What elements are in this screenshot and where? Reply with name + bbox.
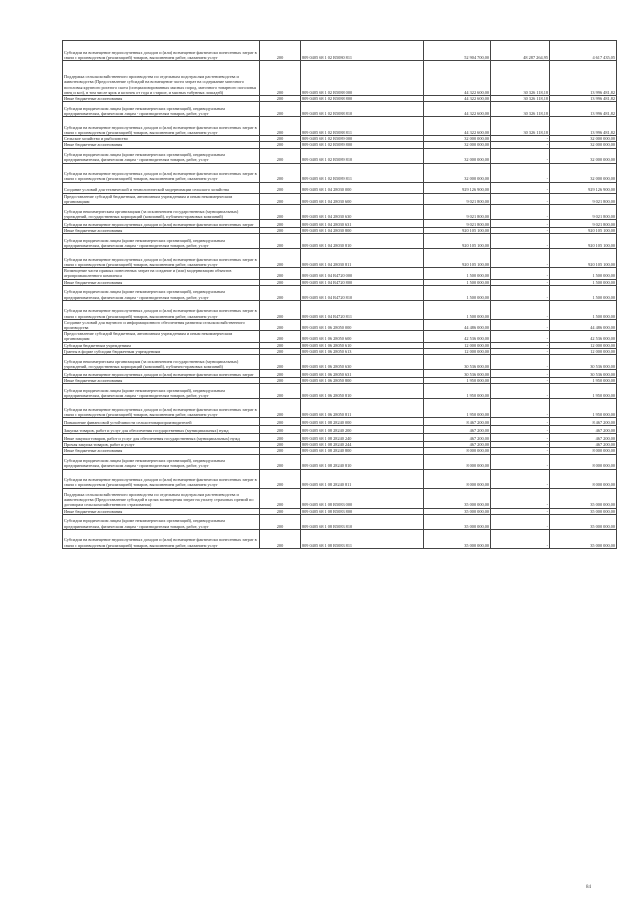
executed-cell: - bbox=[491, 163, 550, 182]
unexecuted-cell: 32 000 000,00 bbox=[550, 148, 617, 163]
approved-cell: 30 536 000,00 bbox=[424, 355, 491, 370]
budget-report-page bbox=[62, 40, 615, 549]
approved-cell: 35 000 000,00 bbox=[424, 488, 491, 508]
classification-cell: 809 0405 68 1 06 28050 811 bbox=[301, 399, 424, 418]
name-cell: Субсидии юридическим лицам (кроме некоммерческих организаций), индивидуальным предпринимателям, физическим лицам - производителям товаров, работ, услуг bbox=[63, 102, 260, 117]
code-cell: 200 bbox=[260, 249, 301, 268]
executed-cell: - bbox=[491, 220, 550, 228]
name-cell: Иные бюджетные ассигнования bbox=[63, 279, 260, 285]
name-cell: Субсидии юридическим лицам (кроме некоммерческих организаций), индивидуальным предпринимателям, физическим лицам - производителям товаров, работ, услуг bbox=[63, 514, 260, 529]
table-row bbox=[63, 418, 617, 426]
unexecuted-cell: 8 467 200,00 bbox=[550, 418, 617, 426]
code-cell: 200 bbox=[260, 148, 301, 163]
code-cell: 200 bbox=[260, 434, 301, 442]
unexecuted-cell: 920 105 100,00 bbox=[550, 249, 617, 268]
approved-cell: 32 000 000,00 bbox=[424, 148, 491, 163]
unexecuted-cell: 467 200,00 bbox=[550, 442, 617, 448]
approved-cell: 1 500 000,00 bbox=[424, 268, 491, 279]
name-cell: Гранты в форме субсидии бюджетным учреждениям bbox=[63, 348, 260, 354]
classification-cell: 809 0405 68 1 02 R5080 811 bbox=[301, 41, 424, 61]
classification-cell: 809 0405 68 1 04 28030 810 bbox=[301, 234, 424, 249]
unexecuted-cell: 30 536 000,00 bbox=[550, 370, 617, 378]
classification-cell: 809 0405 68 1 06 28050 800 bbox=[301, 378, 424, 384]
executed-cell: - bbox=[491, 136, 550, 142]
name-cell: Субсидии на возмещение недополученных доходов и (или) возмещение фактически понесенных затрат bbox=[63, 220, 260, 228]
table-row bbox=[63, 469, 617, 488]
approved-cell: 467 200,00 bbox=[424, 434, 491, 442]
approved-cell: 8 467 200,00 bbox=[424, 418, 491, 426]
table-row bbox=[63, 370, 617, 378]
classification-cell: 809 0405 68 1 08 R5083 000 bbox=[301, 488, 424, 508]
unexecuted-cell: 12 000 000,00 bbox=[550, 348, 617, 354]
unexecuted-cell: 35 000 000,00 bbox=[550, 529, 617, 548]
unexecuted-cell: 1 950 000,00 bbox=[550, 399, 617, 418]
classification-cell: 809 0405 68 1 06 28050 810 bbox=[301, 384, 424, 399]
classification-cell: 809 0405 68 1 06 28050 600 bbox=[301, 331, 424, 342]
name-cell: Субсидии некоммерческим организациям (за исключением государственных (муниципальных) учреждений, государственных корпораций (компаний), публично-правовых компаний) bbox=[63, 205, 260, 220]
classification-cell: 809 0405 68 1 04 R4720 810 bbox=[301, 285, 424, 300]
classification-cell: 809 0405 68 1 08 28240 240 bbox=[301, 434, 424, 442]
code-cell: 200 bbox=[260, 454, 301, 469]
approved-cell: 1 950 000,00 bbox=[424, 378, 491, 384]
executed-cell: - bbox=[491, 348, 550, 354]
code-cell: 200 bbox=[260, 193, 301, 204]
unexecuted-cell: 929 126 900,00 bbox=[550, 182, 617, 193]
code-cell: 200 bbox=[260, 384, 301, 399]
code-cell: 200 bbox=[260, 228, 301, 234]
table-row bbox=[63, 220, 617, 228]
table-row bbox=[63, 454, 617, 469]
approved-cell: 1 950 000,00 bbox=[424, 399, 491, 418]
unexecuted-cell: 13 996 481,82 bbox=[550, 117, 617, 136]
code-cell: 200 bbox=[260, 370, 301, 378]
unexecuted-cell: 13 996 481,82 bbox=[550, 102, 617, 117]
code-cell: 200 bbox=[260, 163, 301, 182]
name-cell: Субсидии юридическим лицам (кроме некоммерческих организаций), индивидуальным предпринимателям, физическим лицам - производителям товаров, работ, услуг bbox=[63, 384, 260, 399]
approved-cell: 1 950 000,00 bbox=[424, 384, 491, 399]
table-row bbox=[63, 514, 617, 529]
table-row bbox=[63, 331, 617, 342]
name-cell: Субсидии бюджетным учреждениям bbox=[63, 342, 260, 348]
table-body bbox=[63, 41, 617, 549]
approved-cell: 9 021 800,00 bbox=[424, 193, 491, 204]
approved-cell: 9 021 800,00 bbox=[424, 205, 491, 220]
classification-cell: 809 0405 68 1 08 R5083 811 bbox=[301, 529, 424, 548]
approved-cell: 30 536 000,00 bbox=[424, 370, 491, 378]
executed-cell: - bbox=[491, 279, 550, 285]
approved-cell: 467 200,00 bbox=[424, 426, 491, 434]
executed-cell: - bbox=[491, 355, 550, 370]
name-cell: Повышение финансовой устойчивости сельхозтоваропроизводителей bbox=[63, 418, 260, 426]
table-row bbox=[63, 61, 617, 96]
code-cell: 200 bbox=[260, 220, 301, 228]
unexecuted-cell: 35 000 000,00 bbox=[550, 514, 617, 529]
unexecuted-cell: 8 000 000,00 bbox=[550, 469, 617, 488]
table-row bbox=[63, 102, 617, 117]
approved-cell: 920 105 100,00 bbox=[424, 249, 491, 268]
unexecuted-cell: 35 000 000,00 bbox=[550, 508, 617, 514]
name-cell: Создание условий для научного и информационного обеспечения развития сельскохозяйственного производства bbox=[63, 319, 260, 330]
approved-cell: 920 105 100,00 bbox=[424, 228, 491, 234]
classification-cell: 809 0405 68 1 08 R5083 800 bbox=[301, 508, 424, 514]
table-row bbox=[63, 300, 617, 319]
executed-cell: - bbox=[491, 342, 550, 348]
unexecuted-cell: 32 000 000,00 bbox=[550, 142, 617, 148]
table-row bbox=[63, 205, 617, 220]
code-cell: 200 bbox=[260, 61, 301, 96]
unexecuted-cell: 1 950 000,00 bbox=[550, 378, 617, 384]
classification-cell: 809 0405 68 1 08 28240 811 bbox=[301, 469, 424, 488]
executed-cell: - bbox=[491, 205, 550, 220]
approved-cell: 32 000 000,00 bbox=[424, 163, 491, 182]
approved-cell: 8 000 000,00 bbox=[424, 454, 491, 469]
name-cell: Субсидии юридическим лицам (кроме некоммерческих организаций), индивидуальным предпринимателям, физическим лицам - производителям товаров, работ, услуг bbox=[63, 234, 260, 249]
classification-cell: 809 0405 68 1 06 28050 631 bbox=[301, 370, 424, 378]
table-row bbox=[63, 319, 617, 330]
unexecuted-cell: 467 200,00 bbox=[550, 426, 617, 434]
approved-cell: 467 200,00 bbox=[424, 442, 491, 448]
code-cell: 200 bbox=[260, 529, 301, 548]
unexecuted-cell: 12 000 000,00 bbox=[550, 342, 617, 348]
executed-cell: 30 326 118,18 bbox=[491, 117, 550, 136]
code-cell: 200 bbox=[260, 342, 301, 348]
table-row bbox=[63, 285, 617, 300]
approved-cell: 1 500 000,00 bbox=[424, 279, 491, 285]
table-row bbox=[63, 148, 617, 163]
classification-cell: 809 0405 68 1 04 R4720 811 bbox=[301, 300, 424, 319]
code-cell: 200 bbox=[260, 348, 301, 354]
classification-cell: 809 0405 68 1 06 28050 000 bbox=[301, 319, 424, 330]
executed-cell: - bbox=[491, 488, 550, 508]
executed-cell: - bbox=[491, 454, 550, 469]
executed-cell: 30 326 118,18 bbox=[491, 102, 550, 117]
classification-cell: 809 0405 68 1 02 R5089 811 bbox=[301, 163, 424, 182]
executed-cell: - bbox=[491, 469, 550, 488]
classification-cell: 809 0405 68 1 08 28240 244 bbox=[301, 442, 424, 448]
code-cell: 200 bbox=[260, 268, 301, 279]
unexecuted-cell: 44 486 000,00 bbox=[550, 319, 617, 330]
name-cell: Прочая закупка товаров, работ и услуг bbox=[63, 442, 260, 448]
unexecuted-cell: 32 000 000,00 bbox=[550, 163, 617, 182]
name-cell: Субсидии на возмещение недополученных доходов и (или) возмещение фактически понесенных затрат в связи с производством (реализацией) товаров, выполнением работ, оказанием услуг bbox=[63, 399, 260, 418]
executed-cell: - bbox=[491, 228, 550, 234]
classification-cell: 809 0405 68 1 02 R5089 800 bbox=[301, 142, 424, 148]
classification-cell: 809 0405 68 1 02 R5089 810 bbox=[301, 148, 424, 163]
executed-cell: 48 287 264,95 bbox=[491, 41, 550, 61]
classification-cell: 809 0405 68 1 02 R5088 000 bbox=[301, 61, 424, 96]
classification-cell: 809 0405 68 1 04 28030 631 bbox=[301, 220, 424, 228]
code-cell: 200 bbox=[260, 234, 301, 249]
budget-execution-table bbox=[62, 40, 617, 549]
unexecuted-cell: 1 950 000,00 bbox=[550, 384, 617, 399]
code-cell: 200 bbox=[260, 448, 301, 454]
code-cell: 200 bbox=[260, 300, 301, 319]
table-row bbox=[63, 182, 617, 193]
name-cell: Субсидии на возмещение недополученных доходов и (или) возмещение фактически понесенных затрат в связи с производством (реализацией) товаров, выполнением работ, оказанием услуг bbox=[63, 469, 260, 488]
code-cell: 200 bbox=[260, 469, 301, 488]
unexecuted-cell: 9 021 800,00 bbox=[550, 205, 617, 220]
name-cell: Субсидии юридическим лицам (кроме некоммерческих организаций), индивидуальным предпринимателям, физическим лицам - производителям товаров, работ, услуг bbox=[63, 454, 260, 469]
approved-cell: 1 500 000,00 bbox=[424, 285, 491, 300]
executed-cell: - bbox=[491, 514, 550, 529]
table-row bbox=[63, 529, 617, 548]
code-cell: 200 bbox=[260, 102, 301, 117]
classification-cell: 809 0405 68 1 02 R5088 811 bbox=[301, 117, 424, 136]
approved-cell: 42 536 000,00 bbox=[424, 331, 491, 342]
code-cell: 200 bbox=[260, 142, 301, 148]
unexecuted-cell: 9 021 800,00 bbox=[550, 220, 617, 228]
approved-cell: 44 322 600,00 bbox=[424, 117, 491, 136]
executed-cell: 30 326 118,18 bbox=[491, 61, 550, 96]
executed-cell: - bbox=[491, 370, 550, 378]
executed-cell: - bbox=[491, 142, 550, 148]
executed-cell: - bbox=[491, 285, 550, 300]
approved-cell: 32 000 000,00 bbox=[424, 142, 491, 148]
unexecuted-cell: 35 000 000,00 bbox=[550, 488, 617, 508]
classification-cell: 809 0405 68 1 08 28240 000 bbox=[301, 418, 424, 426]
approved-cell: 32 000 000,00 bbox=[424, 136, 491, 142]
approved-cell: 35 000 000,00 bbox=[424, 514, 491, 529]
table-row bbox=[63, 268, 617, 279]
approved-cell: 44 322 600,00 bbox=[424, 96, 491, 102]
classification-cell: 809 0405 68 1 02 R5089 000 bbox=[301, 136, 424, 142]
table-row bbox=[63, 117, 617, 136]
unexecuted-cell: 8 000 000,00 bbox=[550, 454, 617, 469]
name-cell: Создание условий для технической и технологической модернизации сельского хозяйства bbox=[63, 182, 260, 193]
executed-cell: - bbox=[491, 508, 550, 514]
unexecuted-cell: 467 200,00 bbox=[550, 434, 617, 442]
code-cell: 200 bbox=[260, 279, 301, 285]
table-row bbox=[63, 249, 617, 268]
executed-cell: - bbox=[491, 148, 550, 163]
approved-cell: 929 126 900,00 bbox=[424, 182, 491, 193]
unexecuted-cell: 30 536 000,00 bbox=[550, 355, 617, 370]
unexecuted-cell: 42 536 000,00 bbox=[550, 331, 617, 342]
approved-cell: 44 486 000,00 bbox=[424, 319, 491, 330]
classification-cell: 809 0405 68 1 04 28030 800 bbox=[301, 228, 424, 234]
approved-cell: 9 021 800,00 bbox=[424, 220, 491, 228]
name-cell: Субсидии на возмещение недополученных доходов и (или) возмещение фактически понесенных затрат в связи с производством (реализацией) товаров, выполнением работ, оказанием услуг bbox=[63, 41, 260, 61]
table-row bbox=[63, 399, 617, 418]
unexecuted-cell: 1 500 000,00 bbox=[550, 300, 617, 319]
name-cell: Сельское хозяйство и рыболовство bbox=[63, 136, 260, 142]
executed-cell: - bbox=[491, 300, 550, 319]
executed-cell: - bbox=[491, 182, 550, 193]
code-cell: 200 bbox=[260, 355, 301, 370]
unexecuted-cell: 8 000 000,00 bbox=[550, 448, 617, 454]
unexecuted-cell: 920 105 100,00 bbox=[550, 228, 617, 234]
code-cell: 200 bbox=[260, 331, 301, 342]
unexecuted-cell: 920 105 100,00 bbox=[550, 234, 617, 249]
unexecuted-cell: 32 000 000,00 bbox=[550, 136, 617, 142]
executed-cell: - bbox=[491, 399, 550, 418]
classification-cell: 809 0405 68 1 08 28240 800 bbox=[301, 448, 424, 454]
executed-cell: 30 326 118,18 bbox=[491, 96, 550, 102]
unexecuted-cell: 4 617 435,05 bbox=[550, 41, 617, 61]
executed-cell: - bbox=[491, 249, 550, 268]
classification-cell: 809 0405 68 1 08 R5083 810 bbox=[301, 514, 424, 529]
approved-cell: 44 322 600,00 bbox=[424, 61, 491, 96]
executed-cell: - bbox=[491, 378, 550, 384]
name-cell: Иные бюджетные ассигнования bbox=[63, 96, 260, 102]
approved-cell: 920 105 100,00 bbox=[424, 234, 491, 249]
classification-cell: 809 0405 68 1 06 28050 610 bbox=[301, 342, 424, 348]
classification-cell: 809 0405 68 1 04 R4720 800 bbox=[301, 279, 424, 285]
code-cell: 200 bbox=[260, 514, 301, 529]
code-cell: 200 bbox=[260, 136, 301, 142]
table-row bbox=[63, 193, 617, 204]
name-cell: Субсидии юридическим лицам (кроме некоммерческих организаций), индивидуальным предпринимателям, физическим лицам - производителям товаров, работ, услуг bbox=[63, 285, 260, 300]
code-cell: 200 bbox=[260, 205, 301, 220]
name-cell: Субсидии некоммерческим организациям (за исключением государственных (муниципальных) учреждений, государственных корпораций (компаний), публично-правовых компаний) bbox=[63, 355, 260, 370]
classification-cell: 809 0405 68 1 02 R5088 800 bbox=[301, 96, 424, 102]
name-cell: Иные бюджетные ассигнования bbox=[63, 378, 260, 384]
approved-cell: 8 000 000,00 bbox=[424, 448, 491, 454]
name-cell: Субсидии на возмещение недополученных доходов и (или) возмещение фактически понесенных затрат в связи с производством (реализацией) товаров, выполнением работ, оказанием услуг bbox=[63, 117, 260, 136]
code-cell: 200 bbox=[260, 96, 301, 102]
name-cell: Закупка товаров, работ и услуг для обеспечения государственных (муниципальных) нужд bbox=[63, 426, 260, 434]
page-number: 84 bbox=[586, 885, 591, 890]
approved-cell: 8 000 000,00 bbox=[424, 469, 491, 488]
code-cell: 200 bbox=[260, 182, 301, 193]
executed-cell: - bbox=[491, 193, 550, 204]
executed-cell: - bbox=[491, 442, 550, 448]
code-cell: 200 bbox=[260, 285, 301, 300]
unexecuted-cell: 1 500 000,00 bbox=[550, 285, 617, 300]
executed-cell: - bbox=[491, 234, 550, 249]
table-row bbox=[63, 234, 617, 249]
name-cell: Предоставление субсидий бюджетным, автономным учреждениям и иным некоммерческим организациям bbox=[63, 331, 260, 342]
classification-cell: 809 0405 68 1 06 28050 613 bbox=[301, 348, 424, 354]
table-row bbox=[63, 488, 617, 508]
code-cell: 200 bbox=[260, 117, 301, 136]
code-cell: 200 bbox=[260, 418, 301, 426]
table-row bbox=[63, 163, 617, 182]
classification-cell: 809 0405 68 1 04 R4720 000 bbox=[301, 268, 424, 279]
approved-cell: 12 000 000,00 bbox=[424, 348, 491, 354]
unexecuted-cell: 13 996 481,82 bbox=[550, 96, 617, 102]
code-cell: 200 bbox=[260, 442, 301, 448]
name-cell: Субсидии на возмещение недополученных доходов и (или) возмещение фактически понесенных затрат bbox=[63, 370, 260, 378]
name-cell: Поддержка сельскохозяйственного производства по отдельным подотраслям растениеводства и животноводства (Предоставление субсидий в целях возмещения затрат на уплату страховых премий по договорам сельскохозяйственного страхования) bbox=[63, 488, 260, 508]
unexecuted-cell: 1 500 000,00 bbox=[550, 279, 617, 285]
approved-cell: 35 000 000,00 bbox=[424, 529, 491, 548]
name-cell: Субсидии на возмещение недополученных доходов и (или) возмещение фактически понесенных затрат в связи с производством (реализацией) товаров, выполнением работ, оказанием услуг bbox=[63, 300, 260, 319]
executed-cell: - bbox=[491, 426, 550, 434]
name-cell: Субсидии юридическим лицам (кроме некоммерческих организаций), индивидуальным предпринимателям, физическим лицам - производителям товаров, работ, услуг bbox=[63, 148, 260, 163]
executed-cell: - bbox=[491, 331, 550, 342]
executed-cell: - bbox=[491, 319, 550, 330]
code-cell: 200 bbox=[260, 319, 301, 330]
classification-cell: 809 0405 68 1 04 28030 600 bbox=[301, 193, 424, 204]
code-cell: 200 bbox=[260, 399, 301, 418]
name-cell: Субсидии на возмещение недополученных доходов и (или) возмещение фактически понесенных затрат в связи с производством (реализацией) товаров, выполнением работ, оказанием услуг bbox=[63, 163, 260, 182]
code-cell: 200 bbox=[260, 426, 301, 434]
classification-cell: 809 0405 68 1 04 28030 000 bbox=[301, 182, 424, 193]
table-row bbox=[63, 426, 617, 434]
code-cell: 200 bbox=[260, 41, 301, 61]
name-cell: Иные закупки товаров, работ и услуг для обеспечения государственных (муниципальных) нужд bbox=[63, 434, 260, 442]
executed-cell: - bbox=[491, 268, 550, 279]
name-cell: Иные бюджетные ассигнования bbox=[63, 448, 260, 454]
classification-cell: 809 0405 68 1 06 28050 630 bbox=[301, 355, 424, 370]
code-cell: 200 bbox=[260, 508, 301, 514]
approved-cell: 35 000 000,00 bbox=[424, 508, 491, 514]
table-row bbox=[63, 384, 617, 399]
approved-cell: 44 322 600,00 bbox=[424, 102, 491, 117]
unexecuted-cell: 13 996 481,82 bbox=[550, 61, 617, 96]
name-cell: Субсидии на возмещение недополученных доходов и (или) возмещение фактически понесенных затрат в связи с производством (реализацией) товаров, выполнением работ, оказанием услуг bbox=[63, 529, 260, 548]
approved-cell: 12 000 000,00 bbox=[424, 342, 491, 348]
name-cell: Иные бюджетные ассигнования bbox=[63, 228, 260, 234]
executed-cell: - bbox=[491, 434, 550, 442]
name-cell: Иные бюджетные ассигнования bbox=[63, 142, 260, 148]
name-cell: Возмещение части прямых понесенных затрат на создание и (или) модернизацию объектов агропромышленного комплекса bbox=[63, 268, 260, 279]
name-cell: Поддержка сельскохозяйственного производства по отдельным подотраслям растениеводства и животноводства (Предоставление субсидий на возмещение части затрат на содержание маточного поголовья крупного рогатого скота (специализированных мясных пород, маточного товарного поголовья овец и коз), в том числе ярок и козочек от года и старше, и мясных табунных лошадей) bbox=[63, 61, 260, 96]
classification-cell: 809 0405 68 1 04 28030 811 bbox=[301, 249, 424, 268]
name-cell: Иные бюджетные ассигнования bbox=[63, 508, 260, 514]
table-row bbox=[63, 41, 617, 61]
approved-cell: 1 500 000,00 bbox=[424, 300, 491, 319]
executed-cell: - bbox=[491, 384, 550, 399]
unexecuted-cell: 9 021 800,00 bbox=[550, 193, 617, 204]
unexecuted-cell: 1 500 000,00 bbox=[550, 268, 617, 279]
code-cell: 200 bbox=[260, 378, 301, 384]
classification-cell: 809 0405 68 1 02 R5088 810 bbox=[301, 102, 424, 117]
table-row bbox=[63, 434, 617, 442]
executed-cell: - bbox=[491, 418, 550, 426]
classification-cell: 809 0405 68 1 04 28030 630 bbox=[301, 205, 424, 220]
name-cell: Субсидии на возмещение недополученных доходов и (или) возмещение фактически понесенных затрат в связи с производством (реализацией) товаров, выполнением работ, оказанием услуг bbox=[63, 249, 260, 268]
table-row bbox=[63, 355, 617, 370]
executed-cell: - bbox=[491, 448, 550, 454]
executed-cell: - bbox=[491, 529, 550, 548]
name-cell: Предоставление субсидий бюджетным, автономным учреждениям и иным некоммерческим организациям bbox=[63, 193, 260, 204]
classification-cell: 809 0405 68 1 08 28240 810 bbox=[301, 454, 424, 469]
classification-cell: 809 0405 68 1 08 28240 200 bbox=[301, 426, 424, 434]
code-cell: 200 bbox=[260, 488, 301, 508]
approved-cell: 52 904 700,00 bbox=[424, 41, 491, 61]
